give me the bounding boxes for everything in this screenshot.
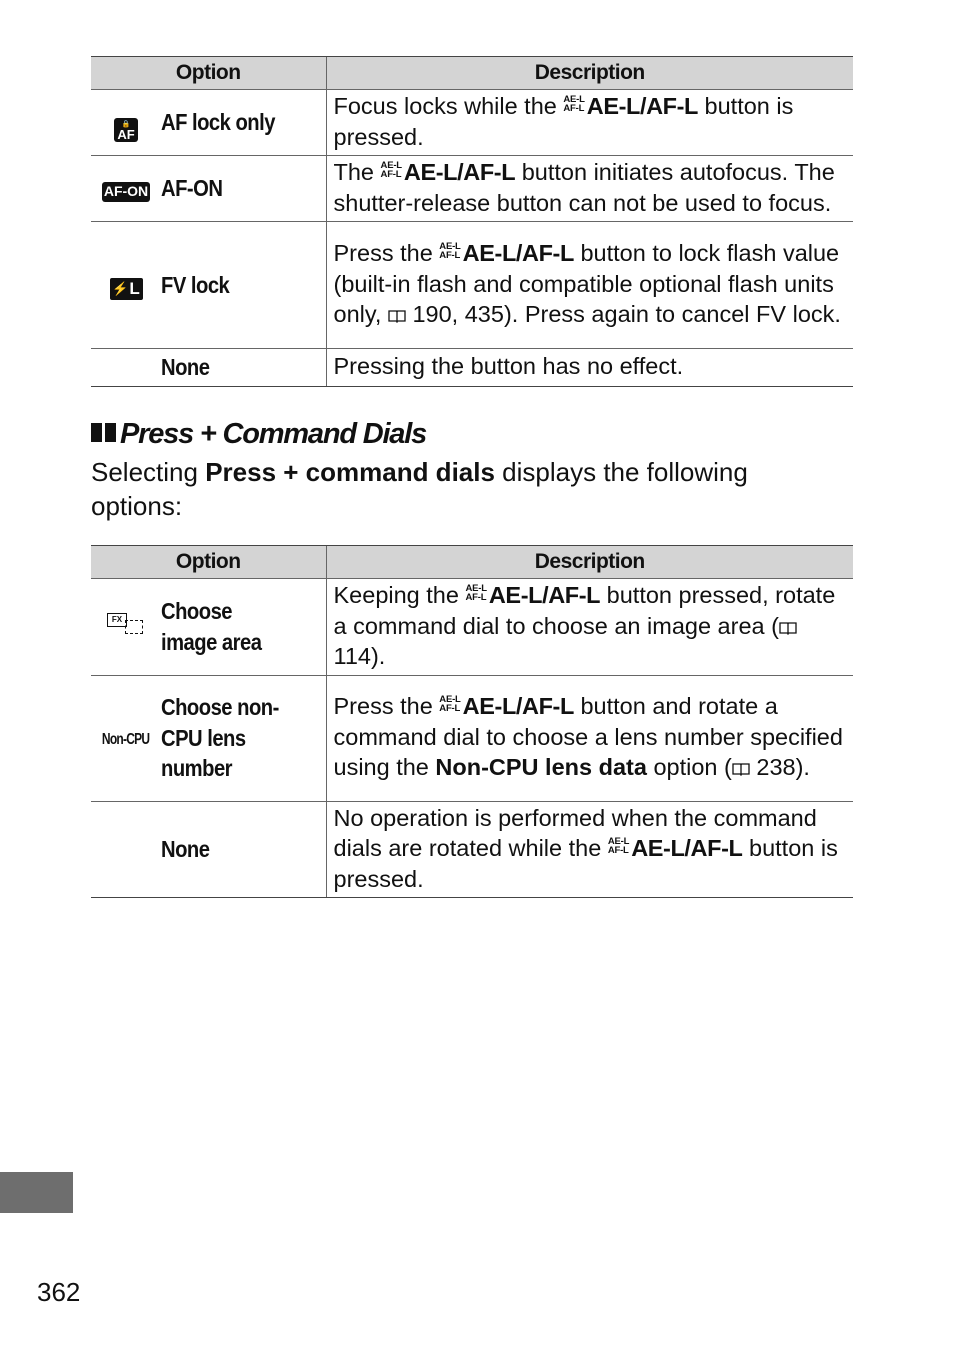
chapter-tab-marker (0, 1172, 73, 1213)
table-header-row (91, 57, 853, 90)
ae-l-af-l-icon: AE-L AF-L (563, 94, 585, 114)
option-name: AF lock only (161, 109, 275, 136)
ae-l-af-l-icon: AE-L AF-L (465, 583, 487, 603)
page-number: 362 (37, 1277, 81, 1307)
ae-l-af-l-icon: AE-L AF-L (607, 836, 630, 856)
option-name: FV lock (161, 271, 230, 298)
book-reference-icon (732, 762, 750, 776)
table-row (91, 579, 853, 676)
table-row (91, 222, 853, 349)
section-marker-icon (105, 423, 116, 442)
non-cpu-icon: Non-CPU (91, 675, 161, 801)
option-description: Keeping the AE-L AF-L AE-L/AF-L button pressed, rotate a command dial to choose an image area ( 114). (326, 579, 853, 676)
table-header-row (91, 546, 853, 579)
option-name: None (161, 836, 210, 862)
book-reference-icon (779, 621, 797, 635)
option-name: Choose image area (161, 598, 262, 655)
option-description: No operation is performed when the command dials are rotated while the AE-L AF-L AE-L/AF-L button is pressed. (326, 801, 853, 898)
option-description: Press the AE-L AF-L AE-L/AF-L button and rotate a command dial to choose a lens number specified using the Non-CPU lens data option ( 238). (326, 675, 853, 801)
section-heading: Press + Command Dials (91, 418, 426, 451)
ae-l-af-l-icon: AE-L AF-L (380, 160, 402, 180)
af-on-icon: AF-ON (91, 156, 161, 222)
image-area-icon: FX (91, 579, 161, 676)
option-name: None (161, 354, 210, 381)
table-row (91, 156, 853, 222)
option-description: Pressing the button has no effect. (326, 349, 853, 387)
options-table-2 (91, 545, 853, 898)
option-description: The AE-L AF-L AE-L/AF-L button initiates autofocus. The shutter-release button can not be used to focus. (326, 156, 853, 222)
option-name: AF-ON (161, 175, 223, 202)
table-row (91, 801, 853, 898)
af-lock-icon: 🔒 AF (91, 90, 161, 156)
table-row (91, 675, 853, 801)
header-description: Description (326, 546, 853, 579)
section-intro: Selecting Press + command dials displays the following options: (91, 457, 748, 521)
table-row (91, 90, 853, 156)
header-option: Option (91, 546, 326, 579)
book-reference-icon (388, 309, 406, 323)
fv-lock-icon: ⚡ L (91, 222, 161, 349)
section-marker-icon (91, 423, 102, 442)
options-table-1 (91, 56, 853, 387)
header-description: Description (326, 57, 853, 90)
table-row (91, 349, 853, 387)
option-name: Choose non-CPU lens number (161, 694, 279, 782)
ae-l-af-l-icon: AE-L AF-L (439, 241, 461, 262)
option-description: Focus locks while the AE-L AF-L AE-L/AF-L button is pressed. (326, 90, 853, 156)
ae-l-af-l-icon: AE-L AF-L (439, 694, 461, 715)
option-description: Press the AE-L AF-L AE-L/AF-L button to lock flash value (built-in flash and compatible optional flash units only, 190, 435). Press again to cancel FV lock. (326, 222, 853, 349)
header-option: Option (91, 57, 326, 90)
